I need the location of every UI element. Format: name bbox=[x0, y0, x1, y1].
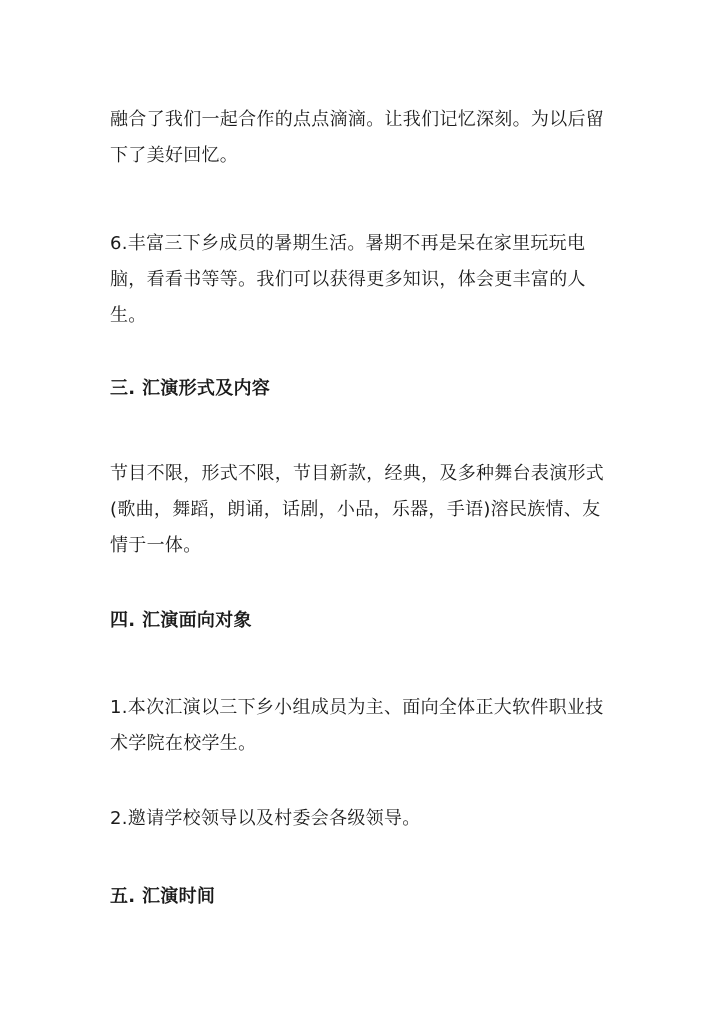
heading-performance-time: 五. 汇演时间 bbox=[110, 886, 216, 907]
paragraph-summer-life: 6.丰富三下乡成员的暑期生活。暑期不再是呆在家里玩玩电脑，看看书等等。我们可以获得更多知识，体会更丰富的人生。 bbox=[110, 233, 586, 326]
heading-performance-format: 三. 汇演形式及内容 bbox=[110, 378, 271, 399]
paragraph-audience-leaders: 2.邀请学校领导以及村委会各级领导。 bbox=[110, 808, 421, 829]
paragraph-audience-students: 1.本次汇演以三下乡小组成员为主、面向全体正大软件职业技术学院在校学生。 bbox=[110, 697, 604, 754]
paragraph-memories: 融合了我们一起合作的点点滴滴。让我们记忆深刻。为以后留下了美好回忆。 bbox=[110, 109, 605, 166]
paragraph-performance-content: 节目不限，形式不限，节目新款，经典，及多种舞台表演形式(歌曲，舞蹈，朗诵，话剧，小品，乐器，手语)溶民族情、友情于一体。 bbox=[110, 463, 605, 556]
heading-audience: 四. 汇演面向对象 bbox=[110, 610, 252, 631]
